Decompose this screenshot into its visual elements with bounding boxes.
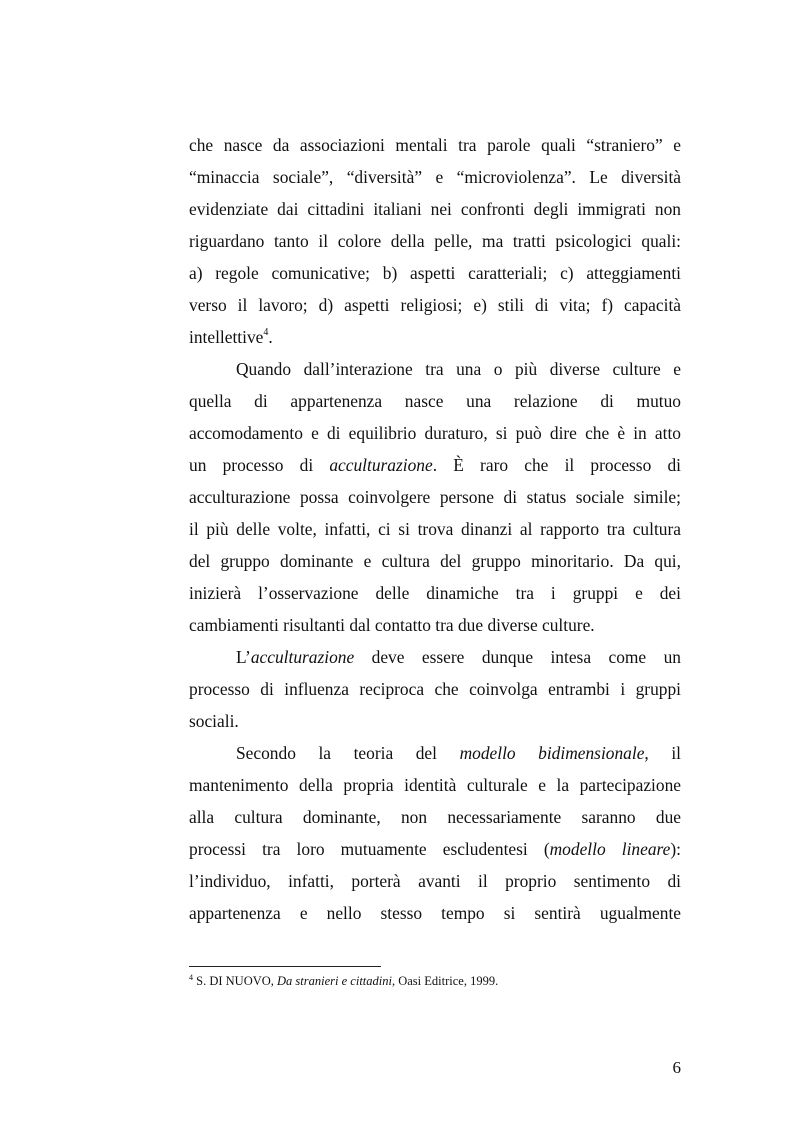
text-line <box>189 833 681 865</box>
text-segment: ): <box>670 839 681 859</box>
text-segment: alla cultura dominante, non necessariamente saranno due <box>189 807 681 827</box>
text-segment: deve essere dunque intesa come un <box>354 647 681 667</box>
text-line <box>189 321 681 353</box>
text-segment: evidenziate dai cittadini italiani nei confronti degli immigrati non <box>189 199 681 219</box>
italic-term: modello bidimensionale <box>459 743 645 763</box>
text-line <box>189 289 681 321</box>
text-segment: riguardano tanto il colore della pelle, ma tratti psicologici quali: <box>189 231 681 251</box>
text-line <box>189 801 681 833</box>
italic-term: acculturazione <box>250 647 355 667</box>
body-text <box>189 129 681 929</box>
text-line <box>189 737 681 769</box>
text-segment: “minaccia sociale”, “diversità” e “microviolenza”. Le diversità <box>189 167 681 187</box>
footnote-title: Da stranieri e cittadini <box>277 974 392 988</box>
page-number: 6 <box>672 1058 681 1077</box>
text-segment: che nasce da associazioni mentali tra parole quali “straniero” e <box>189 135 681 155</box>
text-line <box>189 769 681 801</box>
text-line <box>189 257 681 289</box>
text-line <box>189 545 681 577</box>
text-line <box>189 225 681 257</box>
text-line <box>189 193 681 225</box>
text-segment: sociali. <box>189 711 239 731</box>
text-line <box>189 705 681 737</box>
text-line <box>189 897 681 929</box>
text-segment: Secondo la teoria del <box>236 743 460 763</box>
footnote-reference: 4 <box>263 327 269 338</box>
text-line <box>189 577 681 609</box>
italic-term: modello lineare <box>549 839 671 859</box>
text-segment: verso il lavoro; d) aspetti religiosi; e) stili di vita; f) capacità <box>189 295 681 315</box>
text-segment: Quando dall’interazione tra una o più diverse culture e <box>236 359 681 379</box>
text-segment: processi tra loro mutuamente escludentesi ( <box>189 839 550 859</box>
text-segment: cambiamenti risultanti dal contatto tra due diverse culture. <box>189 615 595 635</box>
text-line <box>189 353 681 385</box>
text-segment: un processo di <box>189 455 330 475</box>
text-segment: inizierà l’osservazione delle dinamiche tra i gruppi e dei <box>189 583 681 603</box>
text-segment: quella di appartenenza nasce una relazione di mutuo <box>189 391 681 411</box>
text-segment: il più delle volte, infatti, ci si trova dinanzi al rapporto tra cultura <box>189 519 681 539</box>
text-line <box>189 609 681 641</box>
text-segment: mantenimento della propria identità culturale e la partecipazione <box>189 775 681 795</box>
italic-term: acculturazione <box>329 455 433 475</box>
text-segment: appartenenza e nello stesso tempo si sentirà ugualmente <box>189 903 681 923</box>
text-line <box>189 385 681 417</box>
text-line <box>189 417 681 449</box>
footnote-separator <box>189 966 381 967</box>
text-line <box>189 513 681 545</box>
text-line <box>189 481 681 513</box>
footnote-rest: , Oasi Editrice, 1999. <box>391 974 499 988</box>
text-segment: del gruppo dominante e cultura del gruppo minoritario. Da qui, <box>189 551 681 571</box>
footnote <box>189 972 498 990</box>
text-line <box>189 449 681 481</box>
text-segment: , il <box>644 743 682 763</box>
text-segment: accomodamento e di equilibrio duraturo, si può dire che è in atto <box>189 423 681 443</box>
text-segment: a) regole comunicative; b) aspetti caratteriali; c) atteggiamenti <box>189 263 681 283</box>
text-segment: intellettive <box>189 327 264 347</box>
text-segment: . <box>268 327 273 347</box>
footnote-number: 4 <box>189 973 193 982</box>
text-segment: acculturazione possa coinvolgere persone di status sociale simile; <box>189 487 681 507</box>
text-line <box>189 673 681 705</box>
text-line <box>189 161 681 193</box>
text-segment: L’ <box>236 647 251 667</box>
text-line <box>189 865 681 897</box>
text-line <box>189 129 681 161</box>
footnote-author: S. DI NUOVO, <box>193 974 278 988</box>
text-line <box>189 641 681 673</box>
text-segment: . È raro che il processo di <box>432 455 681 475</box>
text-segment: processo di influenza reciproca che coinvolga entrambi i gruppi <box>189 679 681 699</box>
text-segment: l’individuo, infatti, porterà avanti il proprio sentimento di <box>189 871 681 891</box>
